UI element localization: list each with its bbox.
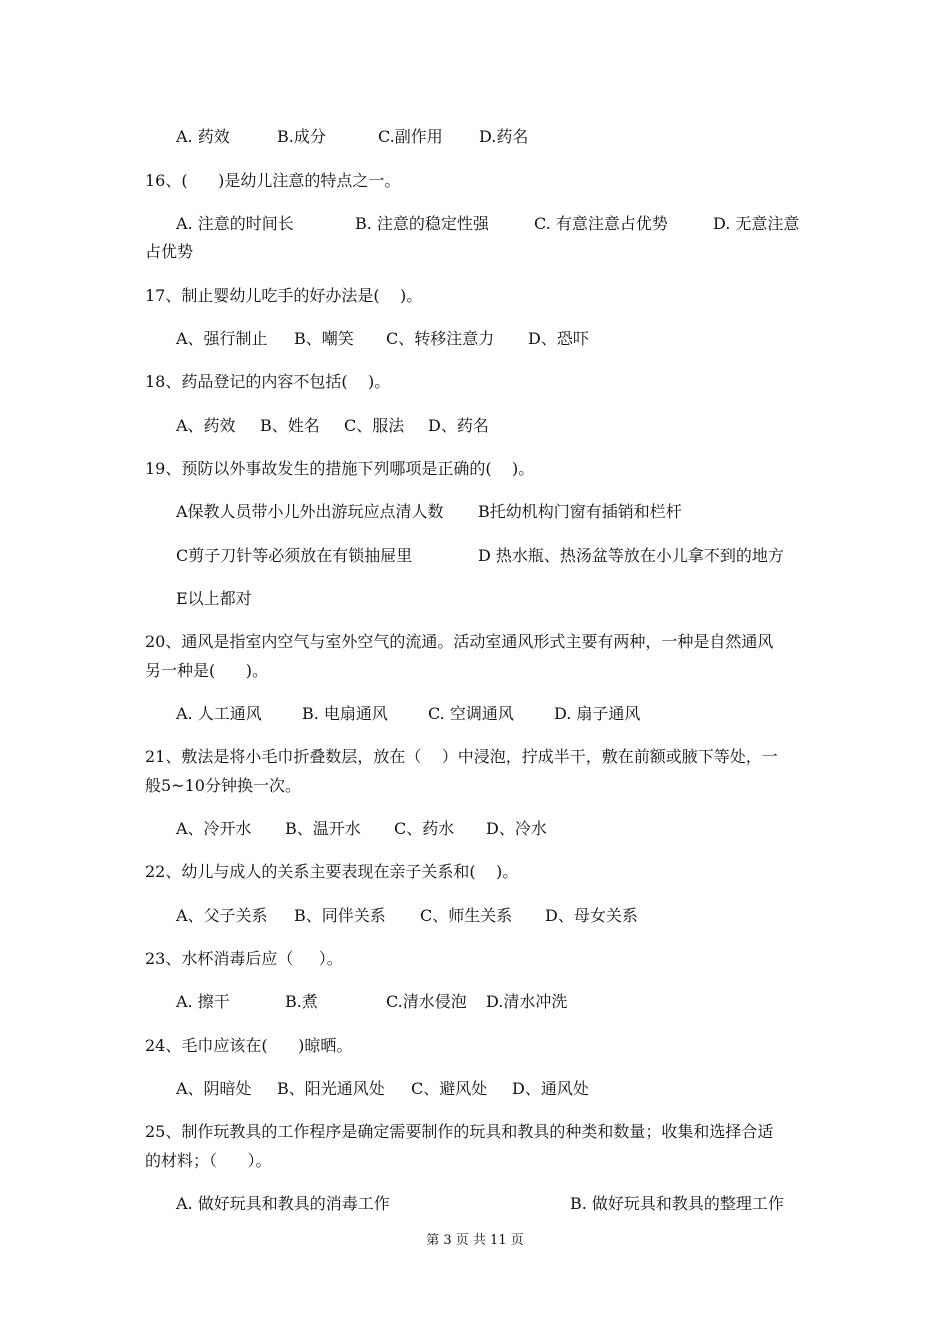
q19-option-d: D 热水瓶、热汤盆等放在小儿拿不到的地方 xyxy=(478,546,784,565)
q15-option-d: D.药名 xyxy=(479,127,529,146)
q17-option-b: B、嘲笑 xyxy=(294,329,354,348)
q23-option-a: A. 擦干 xyxy=(176,992,230,1011)
q18-option-c: C、服法 xyxy=(344,416,405,435)
q21-option-b: B、温开水 xyxy=(285,819,361,838)
q25-option-b: B. 做好玩具和教具的整理工作 xyxy=(570,1194,784,1213)
q22-option-d: D、母女关系 xyxy=(545,906,638,925)
q19-option-b: B托幼机构门窗有插销和栏杆 xyxy=(478,502,682,521)
q25-stem-cont: 的材料；（ ）。 xyxy=(145,1151,272,1170)
q15-option-b: B.成分 xyxy=(277,127,326,146)
q17-stem: 17、制止婴幼儿吃手的好办法是( )。 xyxy=(145,286,423,305)
q19-option-a: A保教人员带小儿外出游玩应点清人数 xyxy=(176,502,444,521)
q22-stem: 22、幼儿与成人的关系主要表现在亲子关系和( )。 xyxy=(145,862,519,881)
q23-stem: 23、水杯消毒后应（ ）。 xyxy=(145,949,343,968)
q21-stem: 21、敷法是将小毛巾折叠数层，放在（ ）中浸泡，拧成半干，敷在前额或腋下等处，一 xyxy=(145,747,778,766)
q25-option-a: A. 做好玩具和教具的消毒工作 xyxy=(176,1194,390,1213)
q16-option-d-wrap: 占优势 xyxy=(145,242,194,261)
q20-option-a: A. 人工通风 xyxy=(176,704,262,723)
q25-stem: 25、制作玩教具的工作程序是确定需要制作的玩具和教具的种类和数量；收集和选择合适 xyxy=(145,1122,774,1141)
q18-stem: 18、药品登记的内容不包括( )。 xyxy=(145,372,391,391)
q21-option-a: A、冷开水 xyxy=(176,819,252,838)
q19-option-c: C剪子刀针等必须放在有锁抽屉里 xyxy=(176,546,413,565)
q24-option-d: D、通风处 xyxy=(512,1079,589,1098)
q21-option-c: C、药水 xyxy=(394,819,455,838)
q16-stem: 16、( )是幼儿注意的特点之一。 xyxy=(145,171,401,190)
q18-option-b: B、姓名 xyxy=(260,416,320,435)
q23-option-c: C.清水侵泡 xyxy=(386,992,467,1011)
q24-option-b: B、阳光通风处 xyxy=(277,1079,385,1098)
q24-stem: 24、毛巾应该在( )晾晒。 xyxy=(145,1036,353,1055)
q18-option-d: D、药名 xyxy=(428,416,489,435)
q24-option-a: A、阴暗处 xyxy=(176,1079,252,1098)
q20-stem: 20、通风是指室内空气与室外空气的流通。活动室通风形式主要有两种，一种是自然通风 xyxy=(145,632,774,651)
q17-option-a: A、强行制止 xyxy=(176,329,268,348)
q16-option-a: A. 注意的时间长 xyxy=(176,214,294,233)
page-footer: 第 3 页 共 11 页 xyxy=(426,1233,524,1248)
q20-option-c: C. 空调通风 xyxy=(428,704,514,723)
q22-option-c: C、师生关系 xyxy=(420,906,513,925)
q16-option-d: D. 无意注意 xyxy=(713,214,800,233)
q17-option-d: D、恐吓 xyxy=(528,329,589,348)
q19-stem: 19、预防以外事故发生的措施下列哪项是正确的( )。 xyxy=(145,459,535,478)
q15-option-a: A. 药效 xyxy=(176,127,230,146)
q18-option-a: A、药效 xyxy=(176,416,236,435)
q17-option-c: C、转移注意力 xyxy=(386,329,495,348)
q21-option-d: D、冷水 xyxy=(486,819,547,838)
q16-option-b: B. 注意的稳定性强 xyxy=(355,214,489,233)
q22-option-a: A、父子关系 xyxy=(176,906,268,925)
q19-option-e: E以上都对 xyxy=(176,589,252,608)
q23-option-b: B.煮 xyxy=(285,992,318,1011)
q20-option-b: B. 电扇通风 xyxy=(302,704,388,723)
q23-option-d: D.清水冲洗 xyxy=(486,992,568,1011)
q24-option-c: C、避风处 xyxy=(411,1079,488,1098)
q20-stem-cont: 另一种是( )。 xyxy=(145,661,269,680)
q21-stem-cont: 般5~10分钟换一次。 xyxy=(145,776,301,795)
q15-option-c: C.副作用 xyxy=(378,127,443,146)
q16-option-c: C. 有意注意占优势 xyxy=(534,214,668,233)
q22-option-b: B、同伴关系 xyxy=(294,906,386,925)
q20-option-d: D. 扇子通风 xyxy=(554,704,641,723)
